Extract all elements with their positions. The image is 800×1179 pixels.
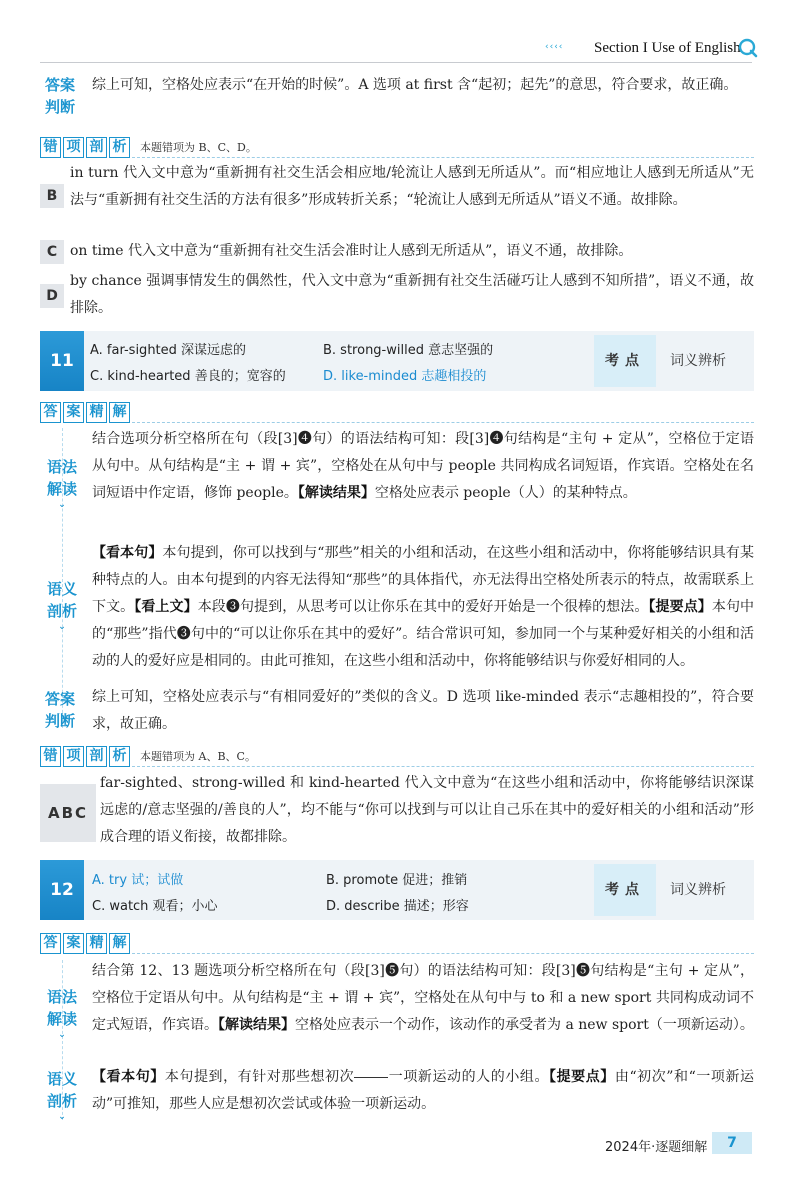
option-letter-b: B (40, 184, 64, 208)
q11-grammar-text: 结合选项分析空格所在句（段[3]❹句）的语法结构可知：段[3]❹句结构是“主句 + 定从”，空格位于定语从句中。从句结构是“主 + 谓 + 宾”，空格处在从句中与 people 共同构成名词短语，作宾语。空格处在名词短语中作定语，修饰 people。【解读结果】空格处应表示 people（人）的某种特点。 (92, 431, 754, 501)
q11-error-head (40, 745, 256, 767)
search-q-icon (738, 38, 758, 58)
kaodian-label: 考点 (594, 864, 656, 916)
page-number: 7 (712, 1132, 752, 1154)
chip: 解 (109, 933, 130, 954)
book-title: 2024年·逐题细解 (605, 1140, 708, 1155)
kaodian-value: 词义辨析 (670, 882, 726, 898)
header-arrows: ‹‹‹‹ (545, 42, 564, 52)
option-a: A. far-sighted 深谋远虑的 (90, 343, 247, 358)
option-a-correct: A. try 试；试做 (92, 873, 184, 888)
chip: 错 (40, 137, 61, 158)
option-letter-d: D (40, 284, 64, 308)
chip: 剖 (86, 137, 107, 158)
answer-judgment-label: 答案 判断 (44, 76, 75, 116)
option-b: B. promote 促进；推销 (326, 873, 468, 888)
q10-wrong-c-text: on time 代入文中意为“重新拥有社交生活会准时让人感到无所适从”，语义不通，故排除。 (70, 243, 633, 259)
option-d-correct: D. like-minded 志趣相投的 (323, 369, 487, 384)
semantic-label: 语义 剖析 ⌄ (46, 580, 77, 632)
section-rule (132, 422, 754, 423)
question-number: 12 (40, 860, 84, 920)
q10-wrong-d-text: by chance 强调事情发生的偶然性，代入文中意为“重新拥有社交生活碰巧让人感到不知所措”，语义不通，故排除。 (70, 273, 754, 316)
question-number: 11 (40, 331, 84, 391)
q10-wrong-b-text: in turn 代入文中意为“重新拥有社交生活会相应地/轮流让人感到无所适从”。而“相应地让人感到无所适从”无法与“重新拥有社交生活的方法有很多”形成转折关系；“轮流让人感到无所适从”语义不通。故排除。 (70, 165, 754, 208)
grammar-label: 语法 解读 ⌄ (46, 988, 77, 1040)
chip: 解 (109, 402, 130, 423)
error-note: 本题错项为 A、B、C。 (140, 750, 256, 763)
chip: 项 (63, 137, 84, 158)
option-c: C. watch 观看；小心 (92, 899, 218, 914)
q12-grammar-text: 结合第 12、13 题选项分析空格所在句（段[3]❺句）的语法结构可知：段[3]❺句结构是“主句 + 定从”，空格位于定语从句中。从句结构是“主 + 谓 + 宾”，空格处在从句中与 to 和 a new sport 共同构成动词不定式短语，作宾语。【解读结果】空格处应表示一个动作，该动作的承受者为 a new sport（一项新运动）。 (92, 963, 754, 1033)
chip: 案 (63, 933, 84, 954)
chip: 精 (86, 933, 107, 954)
kaodian-value: 词义辨析 (670, 353, 726, 369)
chip: 答 (40, 933, 61, 954)
q11-wrong-text: far-sighted、strong-willed 和 kind-hearted 代入文中意为“在这些小组和活动中，你将能够结识深谋远虑的/意志坚强的/善良的人”，均不能与“你可以找到与可以让自己乐在其中的爱好相关的小组和活动”形成合理的语义衔接，故都排除。 (100, 775, 754, 845)
kaodian-label: 考点 (594, 335, 656, 387)
chip: 错 (40, 746, 61, 767)
chip: 析 (109, 746, 130, 767)
q12-semantic-text: 【看本句】本句提到，有针对那些想初次 一项新运动的人的小组。【提要点】由“初次”和“一项新运动”可推知，那些人应是想初次尝试或体验一项新运动。 (92, 1069, 755, 1112)
q11-answer-judgment: 综上可知，空格处应表示与“有相同爱好的”类似的含义。D 选项 like-minded 表示“志趣相投的”，符合要求，故正确。 (92, 689, 754, 732)
error-note: 本题错项为 B、C、D。 (140, 141, 257, 154)
chip: 答 (40, 402, 61, 423)
chip: 案 (63, 402, 84, 423)
q10-error-head (40, 136, 257, 158)
option-letter-c: C (40, 240, 64, 264)
section-rule (132, 953, 754, 954)
chip: 析 (109, 137, 130, 158)
q10-answer-judgment: 综上可知，空格处应表示“在开始的时候”。A 选项 at first 含“起初；起先”的意思，符合要求，故正确。 (92, 77, 738, 93)
section-title: Section I Use of English (594, 40, 741, 56)
option-b: B. strong-willed 意志坚强的 (323, 343, 494, 358)
chip: 精 (86, 402, 107, 423)
answer-blank (354, 1077, 388, 1078)
answer-judgment-label: 答案 判断 (44, 690, 75, 730)
question-11-box (40, 331, 754, 391)
option-letters-abc: ABC (40, 784, 96, 842)
q11-semantic-text: 【看本句】本句提到，你可以找到与“那些”相关的小组和活动，在这些小组和活动中，你将能够结识具有某种特点的人。由本句提到的内容无法得知“那些”的具体指代，亦无法得出空格处所表示的特点，故需联系上下文。【看上文】本段❸句提到，从思考可以让你乐在其中的爱好开始是一个很棒的想法。【提要点】本句中的“那些”指代❸句中的“可以让你乐在其中的爱好”。结合常识可知，参加同一个与某种爱好相关的小组和活动的人的爱好应是相同的。由此可推知，在这些小组和活动中，你将能够结识与你爱好相同的人。 (92, 545, 755, 669)
question-12-box (40, 860, 754, 920)
option-d: D. describe 描述；形容 (326, 899, 469, 914)
section-rule (132, 766, 754, 767)
option-c: C. kind-hearted 善良的；宽容的 (90, 369, 286, 384)
chip: 剖 (86, 746, 107, 767)
chip: 项 (63, 746, 84, 767)
section-rule (132, 157, 754, 158)
q11-answer-head (40, 401, 132, 423)
grammar-label: 语法 解读 ⌄ (46, 458, 77, 510)
q12-answer-head (40, 932, 132, 954)
semantic-label: 语义 剖析 ⌄ (46, 1070, 77, 1122)
header-rule (40, 62, 752, 63)
